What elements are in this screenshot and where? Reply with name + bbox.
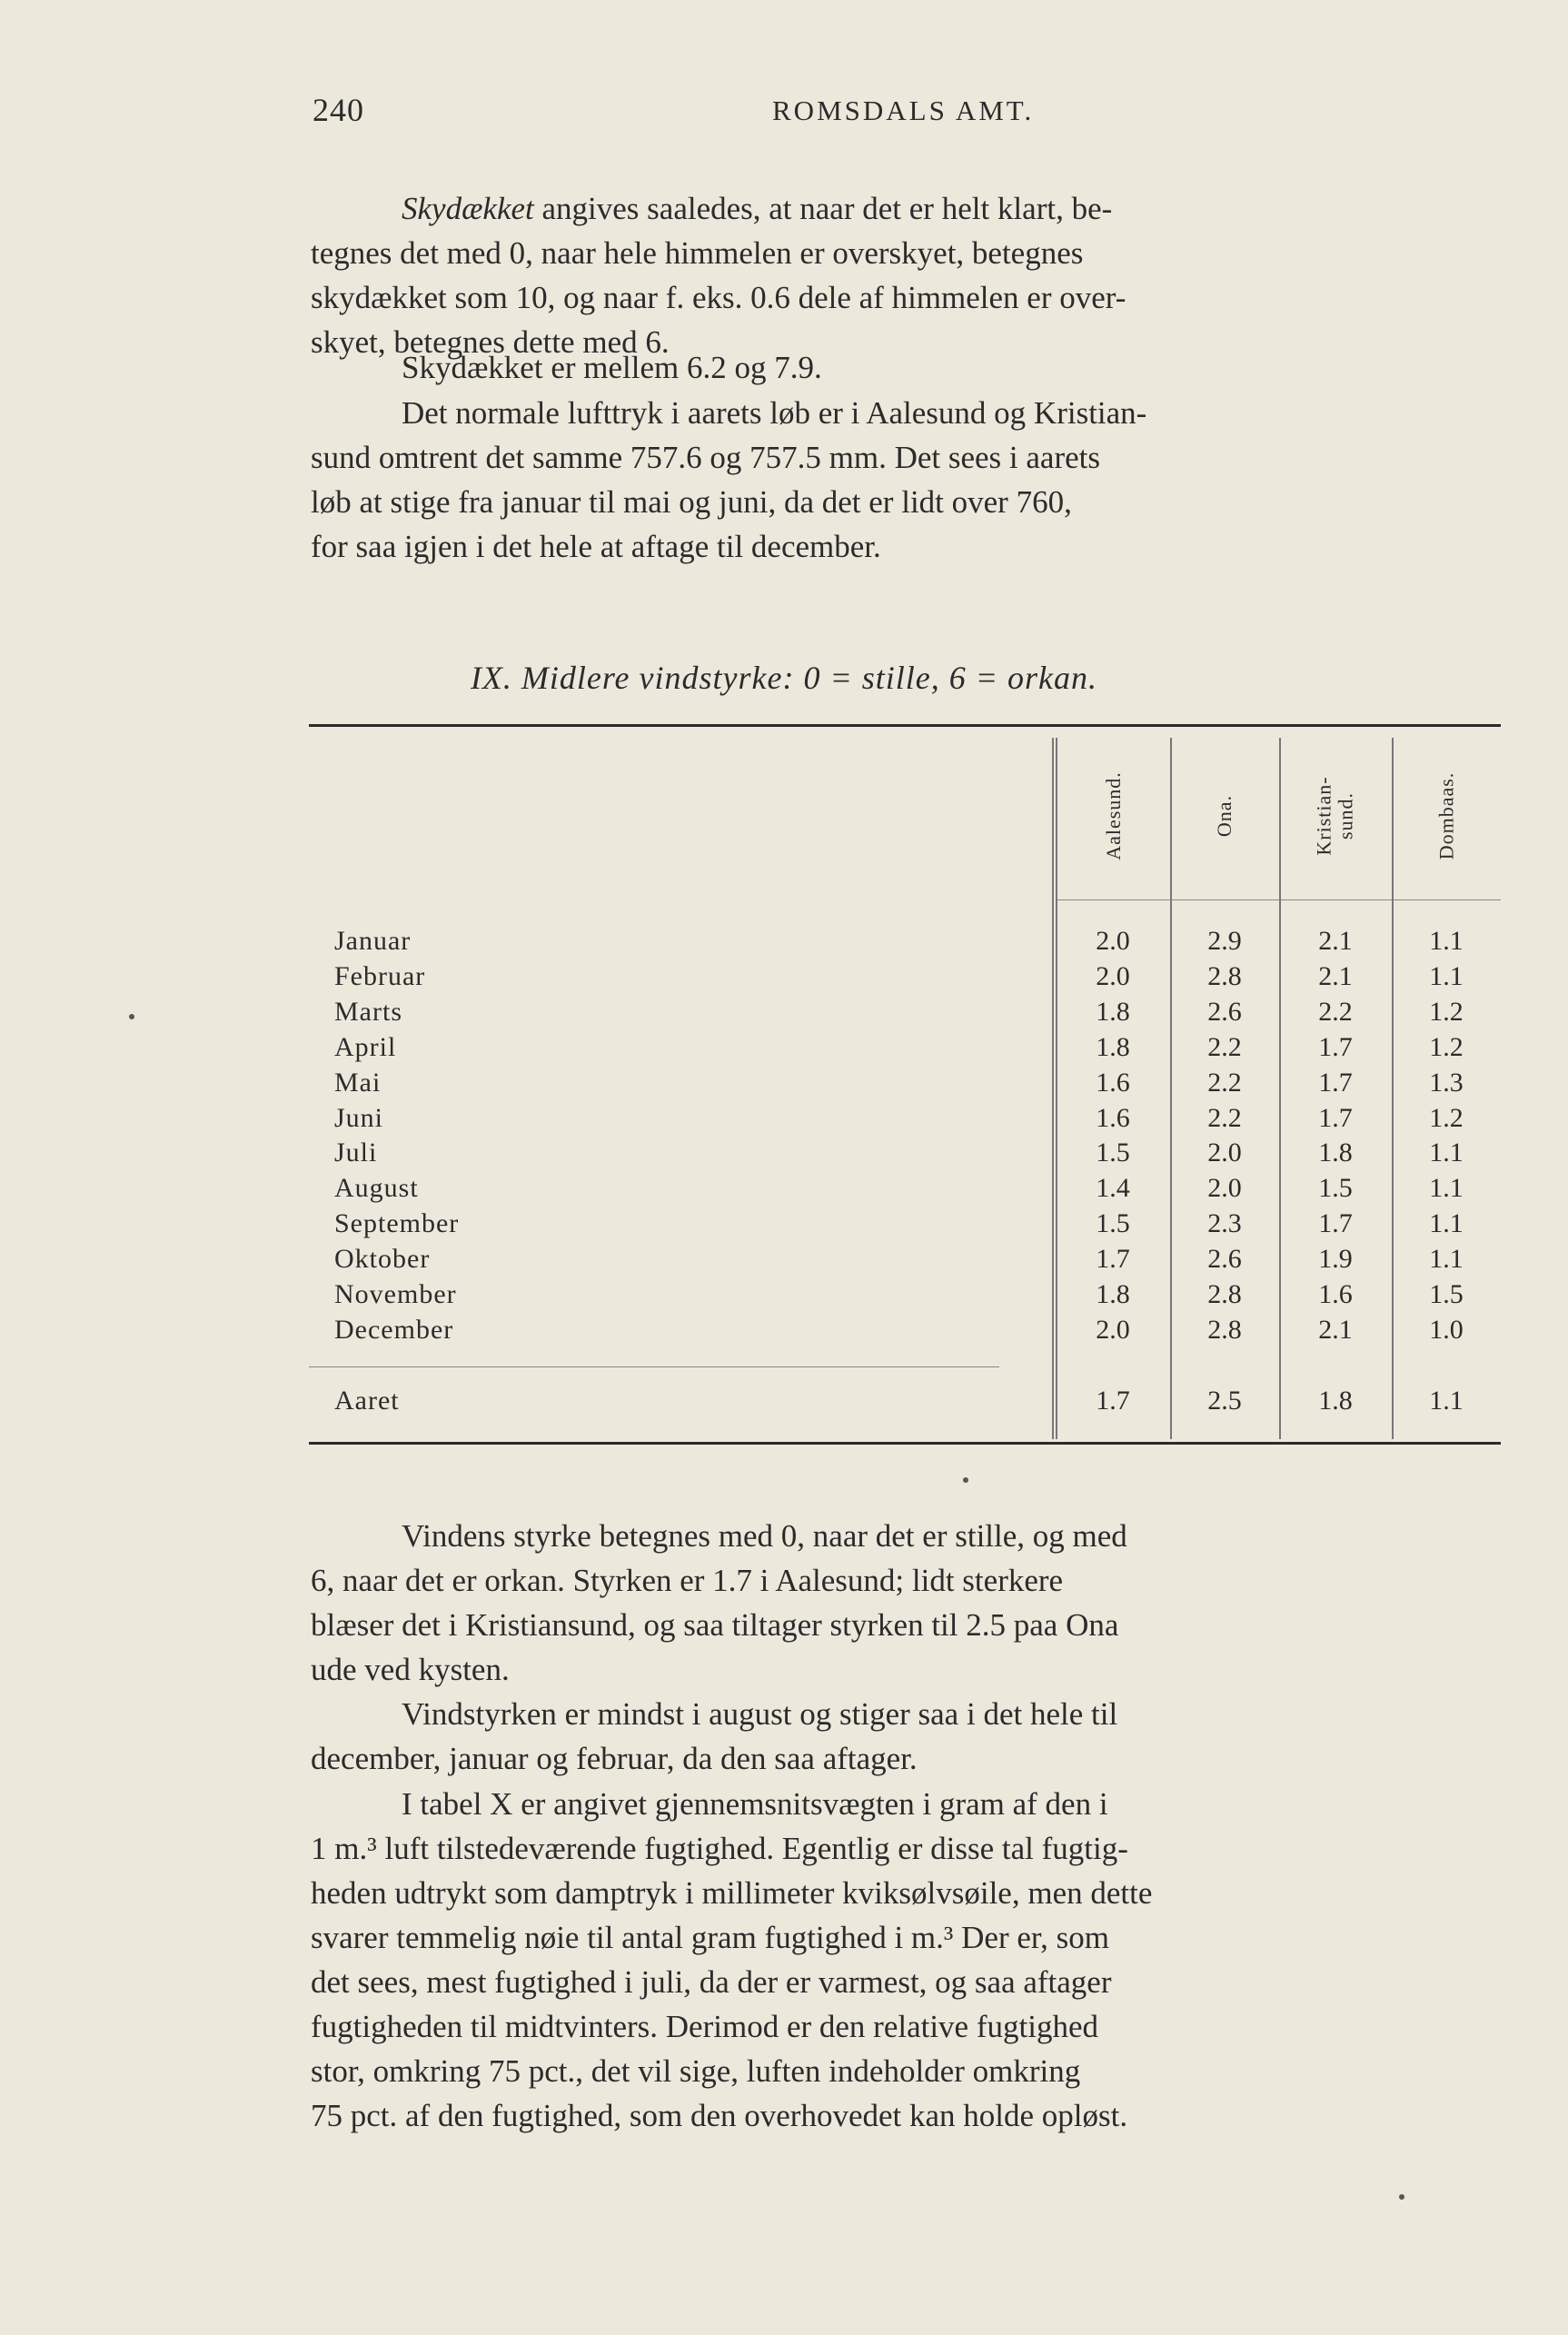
text-line: skydækket som 10, og naar f. eks. 0.6 dele af himmelen er over- (311, 280, 1126, 315)
text-line: blæser det i Kristiansund, og saa tiltager styrken til 2.5 paa Ona (311, 1607, 1119, 1643)
table-cell: 1.8 (1096, 996, 1130, 1027)
text-line: 75 pct. af den fugtighed, som den overhovedet kan holde opløst. (311, 2098, 1128, 2133)
row-label: Juni (334, 1103, 389, 1134)
row-label: August (334, 1173, 424, 1204)
table-cell: 1.7 (1318, 1031, 1353, 1062)
text-line: Vindens styrke betegnes med 0, naar det er stille, og med (402, 1518, 1127, 1554)
column-header-aalesund: Aalesund. (1102, 771, 1125, 860)
table-total-row (309, 1386, 1501, 1421)
table-cell: 1.6 (1096, 1067, 1130, 1098)
table-cell: 1.4 (1096, 1173, 1130, 1204)
table-cell: 1.1 (1429, 960, 1464, 991)
table-row (309, 1315, 1501, 1350)
table-caption: IX. Midlere vindstyrke: 0 = stille, 6 = orkan. (470, 660, 1098, 696)
text-line: 6, naar det er orkan. Styrken er 1.7 i Aalesund; lidt sterkere (311, 1563, 1064, 1598)
row-label: Februar (334, 961, 431, 992)
table-cell: 1.7 (1318, 1208, 1353, 1239)
row-label: Oktober (334, 1244, 435, 1275)
print-speck (963, 1477, 968, 1483)
text-line: tegnes det med 0, naar hele himmelen er overskyet, betegnes (311, 235, 1084, 271)
table-cell: 2.2 (1207, 1067, 1242, 1098)
table-cell: 2.2 (1207, 1102, 1242, 1133)
table-cell: 2.2 (1207, 1031, 1242, 1062)
table-cell: 2.6 (1207, 1244, 1242, 1275)
table-cell: 1.7 (1096, 1386, 1130, 1416)
page-header (0, 91, 1568, 136)
table-cell: 1.2 (1429, 996, 1464, 1027)
italic-term: Skydækket (402, 191, 534, 226)
table-cell: 1.1 (1429, 1244, 1464, 1275)
table-cell: 1.6 (1318, 1279, 1353, 1309)
table-cell: 2.0 (1096, 1314, 1130, 1345)
intro-paragraph-cloud-range (311, 345, 1510, 390)
column-header-ona: Ona. (1213, 794, 1236, 838)
text-line: fugtigheden til midtvinters. Derimod er den relative fugtighed (311, 2009, 1098, 2044)
table-row (309, 1068, 1501, 1103)
row-label: Januar (334, 926, 416, 957)
text-line: stor, omkring 75 pct., det vil sige, luften indeholder omkring (311, 2053, 1081, 2089)
table-cell: 2.5 (1207, 1386, 1242, 1416)
text-line: sund omtrent det samme 757.6 og 757.5 mm. Det sees i aarets (311, 440, 1101, 475)
table-cell: 2.1 (1318, 926, 1353, 956)
table-cell: 1.1 (1429, 1173, 1464, 1204)
text-line: Skydækket angives saaledes, at naar det er helt klart, be- (402, 191, 1113, 226)
table-row (309, 1208, 1501, 1244)
table-cell: 1.1 (1429, 1208, 1464, 1239)
row-label: November (334, 1279, 462, 1310)
print-speck (129, 1014, 134, 1019)
table-cell: 1.7 (1318, 1102, 1353, 1133)
paragraph-wind-strength (311, 1514, 1510, 1692)
header-separator-rule (1056, 899, 1501, 900)
table-cell: 2.9 (1207, 926, 1242, 956)
table-cell: 2.0 (1207, 1173, 1242, 1204)
table-cell: 1.7 (1096, 1244, 1130, 1275)
table-cell: 2.2 (1318, 996, 1353, 1027)
table-row (309, 926, 1501, 961)
table-cell: 1.7 (1318, 1067, 1353, 1098)
page-number: 240 (313, 92, 364, 128)
paragraph-humidity (311, 1782, 1510, 2138)
table-row (309, 1173, 1501, 1208)
table-cell: 1.0 (1429, 1314, 1464, 1345)
table-top-rule (309, 724, 1501, 727)
intro-paragraph-cloud-cover (311, 186, 1510, 364)
table-cell: 1.5 (1096, 1138, 1130, 1168)
table-row (309, 1244, 1501, 1279)
table-row (309, 961, 1501, 997)
table-cell: 1.5 (1429, 1279, 1464, 1309)
text-line: det sees, mest fugtighed i juli, da der er varmest, og saa aftager (311, 1964, 1112, 2000)
table-row (309, 1138, 1501, 1173)
table-cell: 1.6 (1096, 1102, 1130, 1133)
table-cell: 1.8 (1096, 1279, 1130, 1309)
table-cell: 1.5 (1096, 1208, 1130, 1239)
table-cell: 1.2 (1429, 1031, 1464, 1062)
running-head: ROMSDALS AMT. (772, 94, 1035, 126)
text-line: I tabel X er angivet gjennemsnitsvægten i gram af den i (402, 1786, 1108, 1822)
table-cell: 2.0 (1207, 1138, 1242, 1168)
table-cell: 1.1 (1429, 926, 1464, 956)
table-cell: 1.8 (1096, 1031, 1130, 1062)
print-speck (1399, 2194, 1404, 2200)
row-label: Aaret (334, 1386, 405, 1416)
table-cell: 2.8 (1207, 1314, 1242, 1345)
table-cell: 2.1 (1318, 1314, 1353, 1345)
total-separator-rule (309, 1366, 999, 1367)
intro-paragraph-pressure (311, 391, 1510, 569)
table-cell: 2.8 (1207, 1279, 1242, 1309)
table-cell: 1.1 (1429, 1386, 1464, 1416)
table-cell: 1.8 (1318, 1138, 1353, 1168)
table-row (309, 997, 1501, 1032)
table-cell: 1.1 (1429, 1138, 1464, 1168)
row-label: Mai (334, 1068, 386, 1098)
text-line: december, januar og februar, da den saa aftager. (311, 1741, 918, 1776)
text-line: svarer temmelig nøie til antal gram fugtighed i m.³ Der er, som (311, 1920, 1109, 1955)
table-cell: 2.0 (1096, 960, 1130, 991)
table-row (309, 1279, 1501, 1315)
table-cell: 2.8 (1207, 960, 1242, 991)
row-label: Juli (334, 1138, 382, 1168)
text-line: Det normale lufttryk i aarets løb er i Aalesund og Kristian- (402, 395, 1147, 431)
table-cell: 1.9 (1318, 1244, 1353, 1275)
text-line: løb at stige fra januar til mai og juni, da det er lidt over 760, (311, 484, 1072, 520)
text-line: ude ved kysten. (311, 1652, 510, 1687)
table-row (309, 1103, 1501, 1138)
text-line: Skydækket er mellem 6.2 og 7.9. (402, 350, 822, 385)
table-cell: 1.3 (1429, 1067, 1464, 1098)
text-line: Vindstyrken er mindst i august og stiger saa i det hele til (402, 1696, 1118, 1732)
text-line: for saa igjen i det hele at aftage til december. (311, 529, 881, 564)
row-label: September (334, 1208, 464, 1239)
row-label: December (334, 1315, 459, 1346)
row-label: Marts (334, 997, 408, 1028)
table-cell: 1.8 (1318, 1386, 1353, 1416)
column-header-kristiansund: Kristian- sund. (1312, 776, 1357, 856)
table-bottom-rule (309, 1442, 1501, 1445)
table-cell: 2.6 (1207, 996, 1242, 1027)
table-cell: 1.5 (1318, 1173, 1353, 1204)
table-row (309, 1032, 1501, 1068)
text-line: skyet, betegnes dette med 6. (311, 324, 670, 360)
table-cell: 2.1 (1318, 960, 1353, 991)
table-cell: 2.0 (1096, 926, 1130, 956)
paragraph-seasonal-wind (311, 1692, 1510, 1781)
wind-strength-table (309, 724, 1501, 1446)
text-line: 1 m.³ luft tilstedeværende fugtighed. Egentlig er disse tal fugtig- (311, 1831, 1128, 1866)
table-cell: 2.3 (1207, 1208, 1242, 1239)
text-line: heden udtrykt som damptryk i millimeter kviksølvsøile, men dette (311, 1875, 1153, 1911)
table-cell: 1.2 (1429, 1102, 1464, 1133)
column-header-dombaas: Dombaas. (1434, 771, 1457, 860)
row-label: April (334, 1032, 402, 1063)
